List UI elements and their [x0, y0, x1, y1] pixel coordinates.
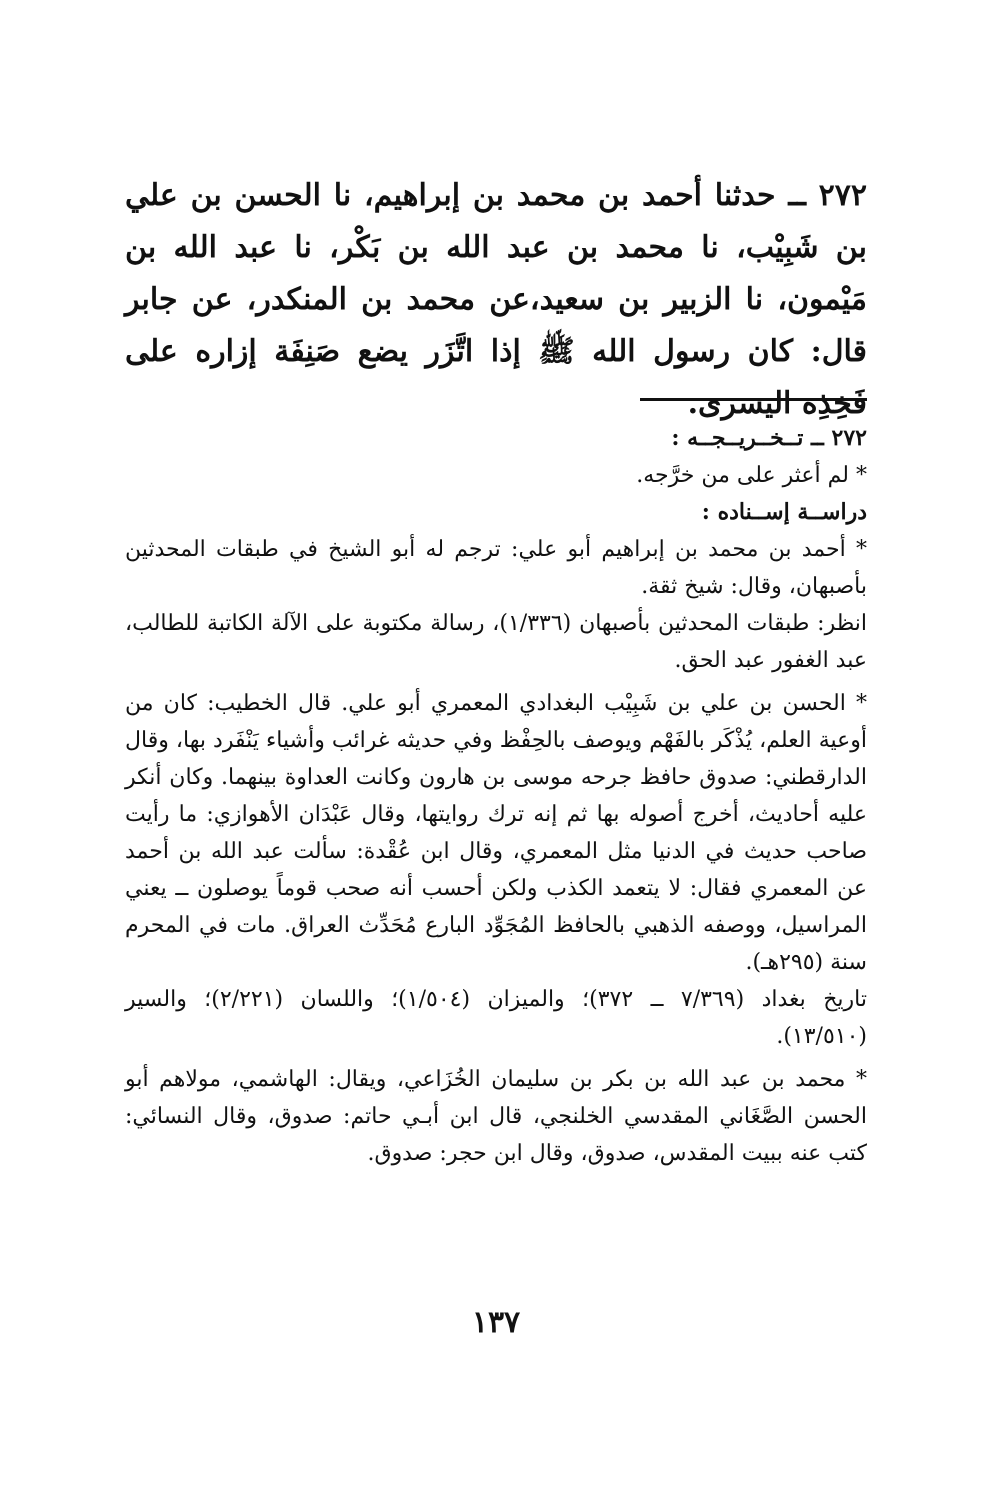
hadith-paragraph: ٢٧٢ ــ حدثنا أحمد بن محمد بن إبراهيم، نا الحسن بن علي بن شَبِيْب، نا محمد بن عبد الله بن بَكْر، نا عبد الله بن مَيْمون، نا الزبير بن سعيد،عن محمد بن المنكدر، عن جابر قال: كان رسول الله ﷺ إذا اتَّزَر يضع صَنِفَة إزاره على فَخِذِه اليسرى. [125, 178, 867, 421]
narrator-muhammad: * محمد بن عبد الله بن بكر بن سليمان الخُزَاعي، ويقال: الهاشمي، مولاهم أبو الحسن الصَّغَاني المقدسي الخلنجي، قال ابن أبـي حاتم: صدوق، وقال النسائي: كتب عنه ببيت المقدس، صدوق، وقال ابن حجر: صدوق. [125, 1067, 867, 1166]
reference-ahmad: انظر: طبقات المحدثين بأصبهان (١/٣٣٦)، رسالة مكتوبة على الآلة الكاتبة للطالب، عبد الغفور عبد الحق. [125, 611, 867, 673]
dirasa-heading: دراســة إســناده : [701, 499, 867, 525]
hadith-text [125, 170, 867, 430]
narrator-hasan: * الحسن بن علي بن شَبِيْب البغدادي المعمري أبو علي. قال الخطيب: كان من أوعية العلم، يُذْكَر بالفَهْم ويوصف بالحِفْظ وفي حديثه غرائب وأشياء يَنْفَرد بها، وقال الدارقطني: صدوق حافظ جرحه موسى بن هارون وكانت العداوة بينهما. وكان أنكر عليه أحاديث، أخرج أصوله بها ثم إنه ترك روايتها، وقال عَبْدَان الأهوازي: ما رأيت صاحب حديث في الدنيا مثل المعمري، وقال ابن عُقْدة: سألت عبد الله بن أحمد عن المعمري فقال: لا يتعمد الكذب ولكن أحسب أنه صحب قوماً يوصلون ــ يعني المراسيل، ووصفه الذهبي بالحافظ المُجَوِّد البارع مُحَدِّث العراق. مات في المحرم سنة (٢٩٥هـ). [125, 691, 867, 975]
reference-hasan: تاريخ بغداد (٧/٣٦٩ ــ ٣٧٢)؛ والميزان (١/٥٠٤)؛ واللسان (٢/٢٢١)؛ والسير (١٣/٥١٠). [125, 987, 867, 1049]
takhrij-heading: ٢٧٢ ــ تــخــريــجــه : [671, 425, 867, 451]
footnote-separator [640, 398, 867, 401]
narrator-ahmad: * أحمد بن محمد بن إبراهيم أبو علي: ترجم له أبو الشيخ في طبقات المحدثين بأصبهان، وقال: شيخ ثقة. [125, 537, 867, 599]
footnotes [125, 420, 867, 1172]
takhrij-text: * لم أعثر على من خرَّجه. [636, 463, 867, 488]
page-number: ١٣٧ [471, 1305, 521, 1340]
